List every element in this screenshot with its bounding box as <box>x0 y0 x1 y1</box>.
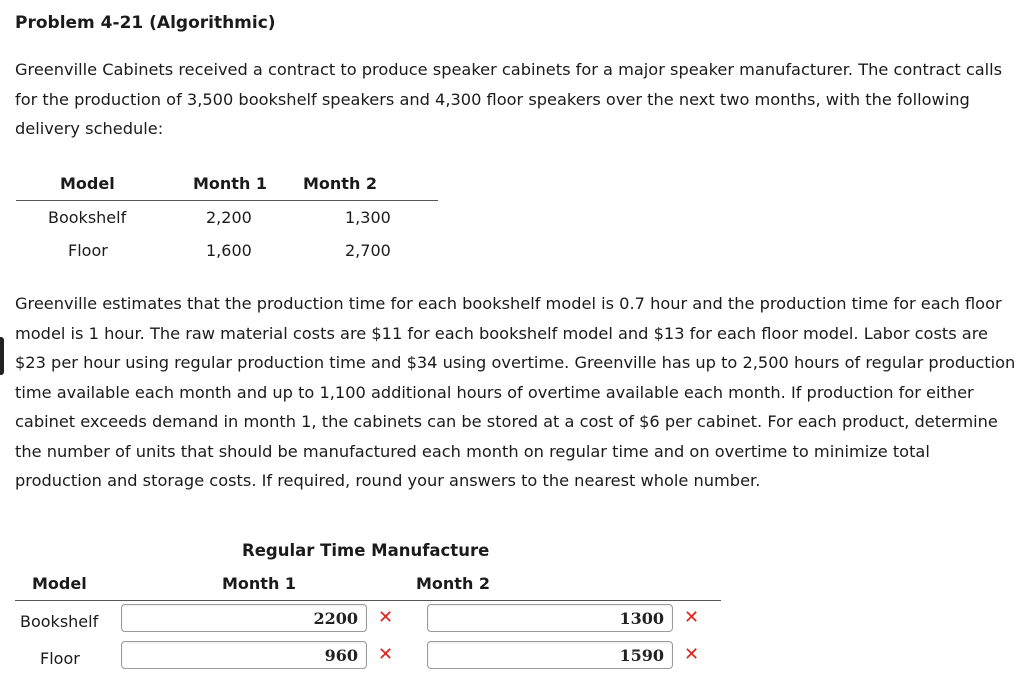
delivery-row-floor-month2: 2,700 <box>345 241 391 260</box>
delivery-header-rule <box>16 200 438 201</box>
bookshelf-month2-input[interactable] <box>427 604 673 632</box>
delivery-header-month2: Month 2 <box>303 174 378 193</box>
bookshelf-month1-incorrect-icon: ✕ <box>378 607 394 628</box>
delivery-row-floor-month1: 1,600 <box>206 241 252 260</box>
floor-month2-incorrect-icon: ✕ <box>684 644 700 665</box>
answer-row-bookshelf-label: Bookshelf <box>20 612 99 631</box>
problem-details: Greenville estimates that the production time for each bookshelf model is 0.7 hour and the production time for each floor model is 1 hour. The raw material costs are $11 for each bookshelf model and $13 for each floor model. Labor costs are $23 per hour using regular production time and $34 using overtime. Greenville has up to 2,500 hours of regular production time available each month and up to 1,100 additional hours of overtime available each month. If production for either cabinet exceeds demand in month 1, the cabinets can be stored at a cost of $6 per cabinet. For each product, determine the number of units that should be manufactured each month on regular time and on overtime to minimize total production and storage costs. If required, round your answers to the nearest whole number. <box>15 294 1016 490</box>
delivery-row-bookshelf-model: Bookshelf <box>48 208 127 227</box>
bookshelf-month2-incorrect-icon: ✕ <box>684 607 700 628</box>
floor-month1-incorrect-icon: ✕ <box>378 644 394 665</box>
answer-header-month1: Month 1 <box>222 574 297 593</box>
left-edge-marker <box>0 337 4 375</box>
problem-title: Problem 4-21 (Algorithmic) <box>15 13 276 33</box>
answer-header-rule <box>15 600 721 601</box>
answer-header-month2: Month 2 <box>416 574 491 593</box>
delivery-row-bookshelf-month1: 2,200 <box>206 208 252 227</box>
problem-intro: Greenville Cabinets received a contract to produce speaker cabinets for a major speaker manufacturer. The contract calls for the production of 3,500 bookshelf speakers and 4,300 floor speakers over the next two months, with the following delivery schedule: <box>15 60 1003 138</box>
delivery-row-bookshelf-month2: 1,300 <box>345 208 391 227</box>
floor-month2-input[interactable] <box>427 641 673 669</box>
bookshelf-month1-input[interactable] <box>121 604 367 632</box>
delivery-header-model: Model <box>60 174 115 193</box>
answer-table-caption: Regular Time Manufacture <box>242 541 490 560</box>
delivery-row-floor-model: Floor <box>68 241 108 260</box>
answer-header-model: Model <box>32 574 87 593</box>
floor-month1-input[interactable] <box>121 641 367 669</box>
delivery-header-month1: Month 1 <box>193 174 268 193</box>
answer-row-floor-label: Floor <box>40 649 80 668</box>
